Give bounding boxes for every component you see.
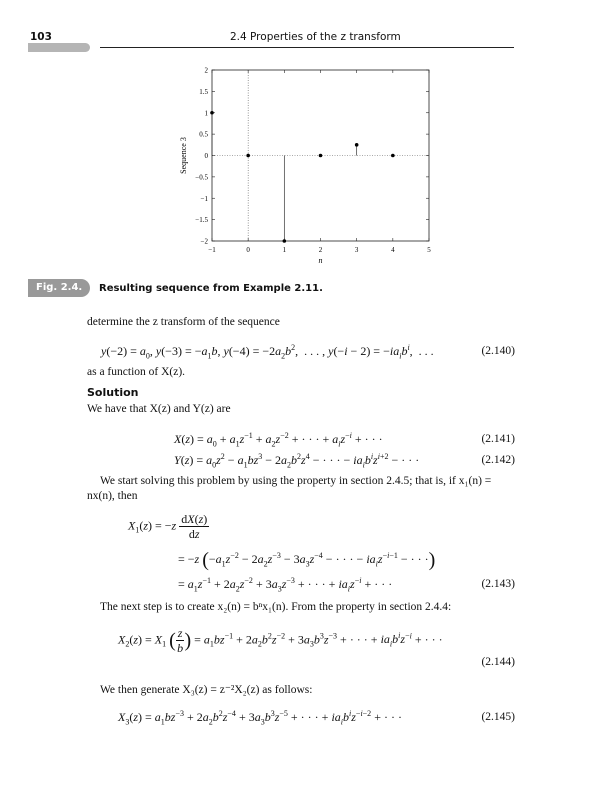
y-tick-label: 1.5 bbox=[199, 87, 208, 96]
equation-2-145: $X_3(z) = a_1bz^{-3} + 2a_2b^2z^{-4} + 3a_3b^3z^{-5}$ + · · · + $ia_ib^iz^{-i-2}$ + · · · bbox=[118, 709, 402, 727]
equation-2-140: $y(-2) = a_0$, $y(-3) = -a_1b$, $y(-4) = -2a_2b^2$, . . . , $y(-i - 2) = -ia_ib^i$, . . . bbox=[101, 343, 434, 361]
y-tick-label: 0 bbox=[204, 152, 208, 160]
paragraph-generate: We then generate X₃(z) = z⁻²X₂(z) as follows: bbox=[100, 684, 313, 696]
equation-number: (2.141) bbox=[481, 433, 515, 445]
x-axis-label: n bbox=[318, 256, 323, 265]
running-header: 2.4 Properties of the z transform bbox=[230, 31, 401, 43]
equation-2-143-line2: = −z ($-a_1z^{-2} - 2a_2z^{-3} - 3a_3z^{-4}$ − · · · − $ia_iz^{-i-1}$ − · · ·) bbox=[178, 549, 436, 571]
y-tick-label: 1 bbox=[204, 109, 208, 118]
y-tick-label: 2 bbox=[204, 66, 208, 75]
paragraph-intro: determine the z transform of the sequence bbox=[87, 316, 280, 328]
y-axis-label: Sequence 3 bbox=[179, 137, 188, 174]
y-tick-label: 0.5 bbox=[199, 130, 208, 139]
equation-number: (2.145) bbox=[481, 711, 515, 723]
x-tick-label: 2 bbox=[318, 246, 323, 254]
x-tick-label: 3 bbox=[354, 246, 359, 254]
y-tick-label: −1.5 bbox=[195, 216, 208, 225]
paragraph-function: as a function of X(z). bbox=[87, 366, 186, 378]
y-tick-label: −1 bbox=[200, 194, 208, 203]
paragraph-property-a: We start solving this problem by using the property in section 2.4.5; that is, if x₁(n) = bbox=[100, 475, 492, 487]
equation-2-143-line3: = $a_1z^{-1} + 2a_2z^{-2} + 3a_3z^{-3}$ + · · · + $ia_iz^{-i}$ + · · · bbox=[178, 576, 393, 594]
data-point bbox=[283, 239, 287, 243]
figure-tag: Fig. 2.4. bbox=[28, 279, 90, 297]
solution-heading: Solution bbox=[87, 386, 139, 399]
equation-number: (2.144) bbox=[481, 656, 515, 668]
x-tick-label: 0 bbox=[246, 246, 250, 254]
data-point bbox=[391, 154, 395, 158]
x-tick-label: 5 bbox=[427, 246, 431, 254]
x-tick-label: 1 bbox=[282, 246, 287, 254]
equation-number: (2.140) bbox=[481, 345, 515, 357]
equation-2-141: $X(z) = a_0 + a_1z^{-1} + a_2z^{-2}$ + · · · + $a_iz^{-i}$ + · · · bbox=[174, 431, 383, 449]
chart-ticks bbox=[195, 67, 431, 255]
x-tick-label: −1 bbox=[208, 246, 216, 254]
chart-stems bbox=[212, 113, 357, 241]
data-point bbox=[210, 111, 214, 115]
y-tick-label: −0.5 bbox=[195, 173, 208, 182]
paragraph-xy: We have that X(z) and Y(z) are bbox=[87, 403, 231, 415]
data-point bbox=[246, 154, 250, 158]
x-tick-label: 4 bbox=[391, 246, 395, 254]
data-point bbox=[319, 154, 323, 158]
equation-2-143-line1: $X_1(z) = -z$ $\frac{dX(z)}{dz}$ bbox=[128, 512, 208, 541]
data-point bbox=[355, 143, 359, 147]
paragraph-next-step: The next step is to create x₂(n) = bⁿx₁(n). From the property in section 2.4.4: bbox=[100, 601, 452, 613]
equation-2-144: $X_2(z) = X_1$ ( $\frac{z}{b}$ ) = $a_1bz^{-1} + 2a_2b^2z^{-2} + 3a_3b^3z^{-3}$ + · · · + $ia_ib^iz^{-i}$ + · · · bbox=[118, 626, 443, 655]
y-tick-label: −2 bbox=[200, 237, 208, 246]
equation-2-142: $Y(z) = a_0z^2 - a_1bz^3 - 2a_2b^2z^4$ − · · · − $ia_ib^iz^{i+2}$ − · · · bbox=[174, 452, 420, 470]
page-number: 103 bbox=[30, 31, 52, 43]
equation-number: (2.143) bbox=[481, 578, 515, 590]
paragraph-property-b: nx(n), then bbox=[87, 490, 138, 502]
figure-caption: Resulting sequence from Example 2.11. bbox=[99, 283, 323, 294]
chart-points bbox=[210, 111, 394, 243]
equation-number: (2.142) bbox=[481, 454, 515, 466]
stem-plot bbox=[0, 0, 608, 300]
